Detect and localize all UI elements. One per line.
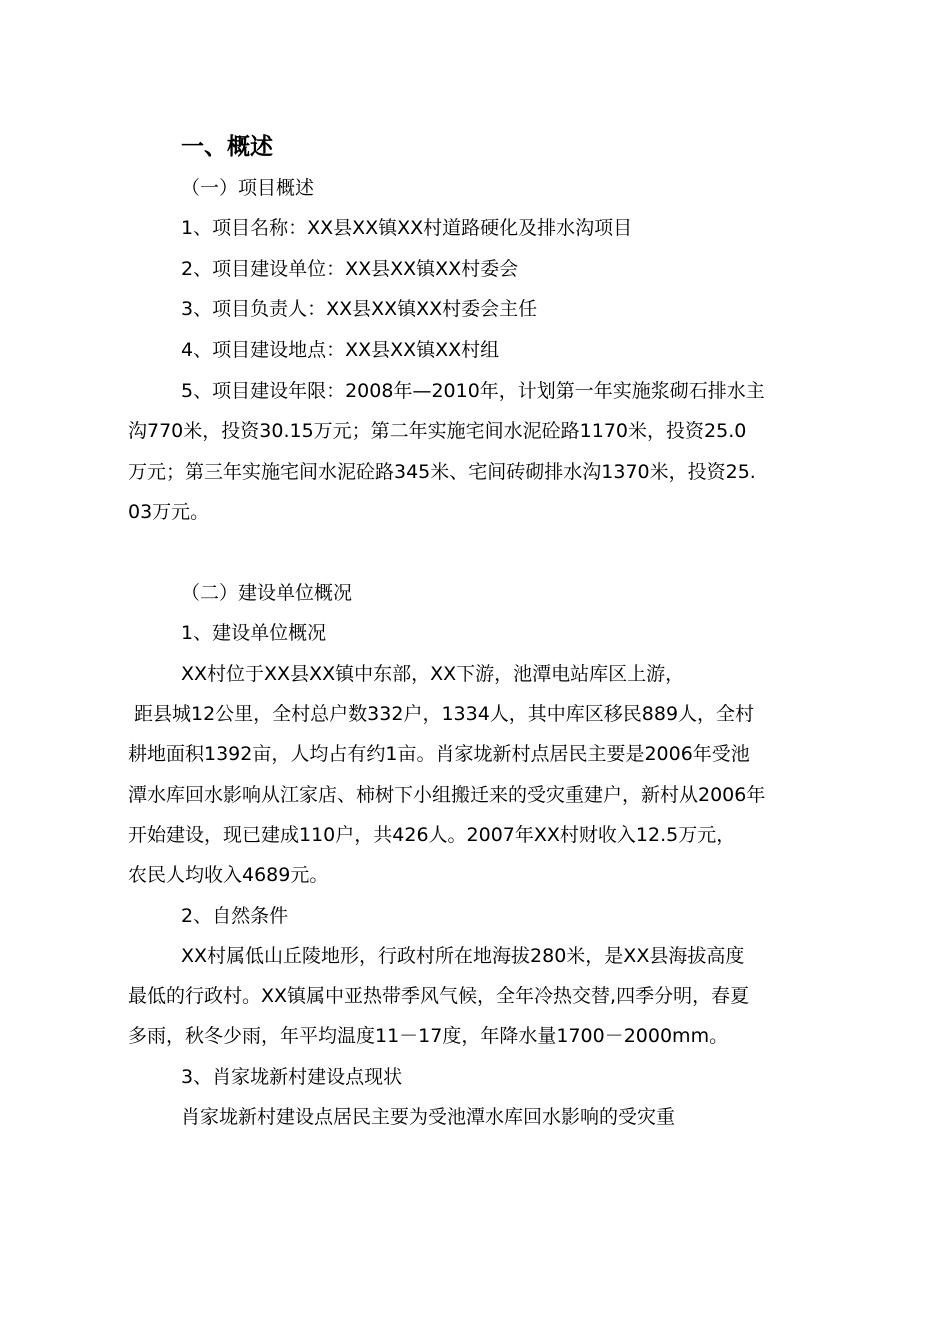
project-period-line: 5、项目建设年限：2008年—2010年，计划第一年实施浆砌石排水主: [181, 380, 765, 402]
paragraph-line: 开始建设，现已建成110户，共426人。2007年XX村财收入12.5万元，: [128, 824, 736, 846]
paragraph-line: XX村属低山丘陵地形，行政村所在地海拔280米，是XX县海拔高度: [181, 945, 745, 967]
construction-unit-line: 2、项目建设单位：XX县XX镇XX村委会: [181, 258, 519, 280]
paragraph-line: 多雨，秋冬少雨，年平均温度11－17度，年降水量1700－2000mm。: [128, 1025, 729, 1047]
item-title: 3、肖家垅新村建设点现状: [181, 1066, 403, 1088]
subsection-title-unit-overview: （二）建设单位概况: [181, 582, 353, 604]
subsection-title-project-overview: （一）项目概述: [181, 177, 315, 199]
paragraph-line: 03万元。: [128, 501, 210, 523]
paragraph-line: 潭水库回水影响从江家店、柿树下小组搬迁来的受灾重建户，新村从2006年: [128, 784, 766, 806]
project-lead-line: 3、项目负责人：XX县XX镇XX村委会主任: [181, 298, 538, 320]
item-title: 2、自然条件: [181, 905, 289, 927]
paragraph-line: 农民人均收入4689元。: [128, 864, 329, 886]
paragraph-line: 万元；第三年实施宅间水泥砼路345米、宅间砖砌排水沟1370米，投资25.: [128, 461, 756, 483]
paragraph-line: XX村位于XX县XX镇中东部，XX下游，池潭电站库区上游，: [181, 663, 685, 685]
paragraph-line: 距县城12公里，全村总户数332户，1334人，其中库区移民889人，全村: [134, 703, 755, 725]
paragraph-line: 肖家垅新村建设点居民主要为受池潭水库回水影响的受灾重: [181, 1106, 676, 1128]
project-location-line: 4、项目建设地点：XX县XX镇XX村组: [181, 339, 500, 361]
paragraph-line: 耕地面积1392亩，人均占有约1亩。肖家垅新村点居民主要是2006年受池: [128, 743, 750, 765]
paragraph-line: 沟770米，投资30.15万元；第二年实施宅间水泥砼路1170米，投资25.0: [128, 420, 747, 442]
item-title: 1、建设单位概况: [181, 622, 327, 644]
project-name-line: 1、项目名称：XX县XX镇XX村道路硬化及排水沟项目: [181, 217, 633, 239]
paragraph-line: 最低的行政村。XX镇属中亚热带季风气候，全年冷热交替,四季分明，春夏: [128, 985, 750, 1007]
section-heading: 一、概述: [181, 134, 273, 160]
